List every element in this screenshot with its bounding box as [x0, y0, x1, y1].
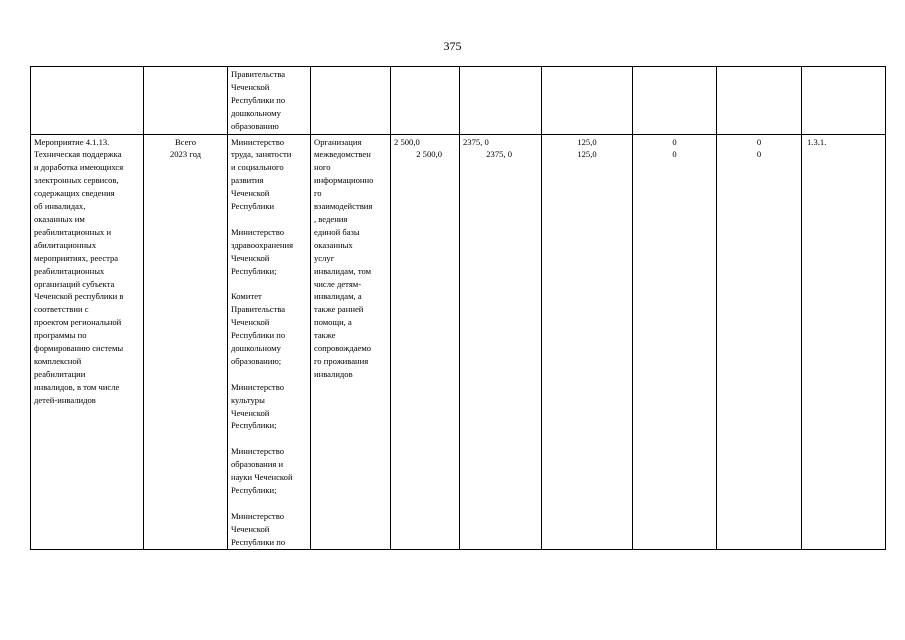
page-number: 375 [443, 39, 462, 53]
col4-value-2023: 0 [672, 149, 677, 160]
col3-value-all: 125,0 [577, 136, 597, 147]
executor-spacer [231, 497, 307, 510]
cell-result-empty [311, 67, 391, 135]
cell-col4-empty [633, 67, 717, 135]
executor-spacer [231, 368, 307, 381]
continuation-row [31, 67, 886, 135]
executor-entry: Министерство образования и науки Чеченской Республики; [231, 446, 293, 495]
executor-entry: Министерство культуры Чеченской Республики; [231, 381, 284, 431]
total-value-2023: 2 500,0 [416, 149, 442, 160]
cell-period-empty [144, 67, 228, 135]
executor-entry: Министерство здравоохранения Чеченской Республики; [231, 226, 294, 276]
executor-spacer [231, 432, 307, 445]
cell-col5 [717, 134, 802, 550]
period-total: Всего [174, 136, 197, 147]
cell-col3-empty [542, 67, 633, 135]
executor-entry: Министерство труда, занятости и социального развития Чеченской Республики [231, 136, 292, 212]
executor-spacer [231, 277, 307, 290]
col5-value-2023: 0 [756, 149, 762, 160]
cell-total [391, 134, 460, 550]
program-activities-table [30, 66, 886, 550]
result-text: Организация межведомствен ного информационно го взаимодействия , ведения единой базы оказанных услуг инвалидам, том числе детям- инвалидам, а также ранней помощи, а также сопровождаемо го проживания инвалидов [314, 136, 374, 379]
cell-indicator-empty [802, 67, 886, 135]
col2-value-all: 2375, 0 [463, 136, 489, 147]
col5-value-all: 0 [756, 136, 762, 147]
cell-col2 [460, 134, 542, 550]
cell-col2-empty [460, 67, 542, 135]
cell-col5-empty [717, 67, 802, 135]
col2-value-2023: 2375, 0 [486, 149, 512, 160]
cell-total-empty [391, 67, 460, 135]
executor-entry: Комитет Правительства Чеченской Республики по дошкольному образованию; [231, 291, 286, 366]
executor-spacer [231, 213, 307, 226]
cell-indicator [802, 134, 886, 550]
executor-tail-text: Правительства Чеченской Республики по дошкольному образованию [231, 69, 286, 131]
cell-col4 [633, 134, 717, 550]
col4-value-all: 0 [672, 136, 677, 147]
cell-measure-title [31, 134, 144, 550]
col3-value-2023: 125,0 [577, 149, 597, 160]
cell-period [144, 134, 228, 550]
executor-entry: Министерство Чеченской Республики по [231, 510, 286, 547]
cell-measure-empty [31, 67, 144, 135]
cell-executors [228, 134, 311, 550]
period-year: 2023 год [169, 149, 202, 160]
cell-col3 [542, 134, 633, 550]
measure-title-text: Мероприятие 4.1.13. Техническая поддержка и доработка имеющихся электронных сервисов, содержащих сведения об инвалидах, оказанных им реабилитационных и абилитационных мероприятиях, реестра реабилитационных организаций субъекта Чеченской республики в соответствии с проектом региональной программы по формированию системы комплексной реабилитации инвалидов, в том числе детей-инвалидов [34, 136, 124, 405]
cell-executor-tail [228, 67, 311, 135]
indicator-code: 1.3.1. [807, 136, 827, 147]
cell-result [311, 134, 391, 550]
total-value-all: 2 500,0 [394, 136, 420, 147]
measure-row [31, 134, 886, 550]
